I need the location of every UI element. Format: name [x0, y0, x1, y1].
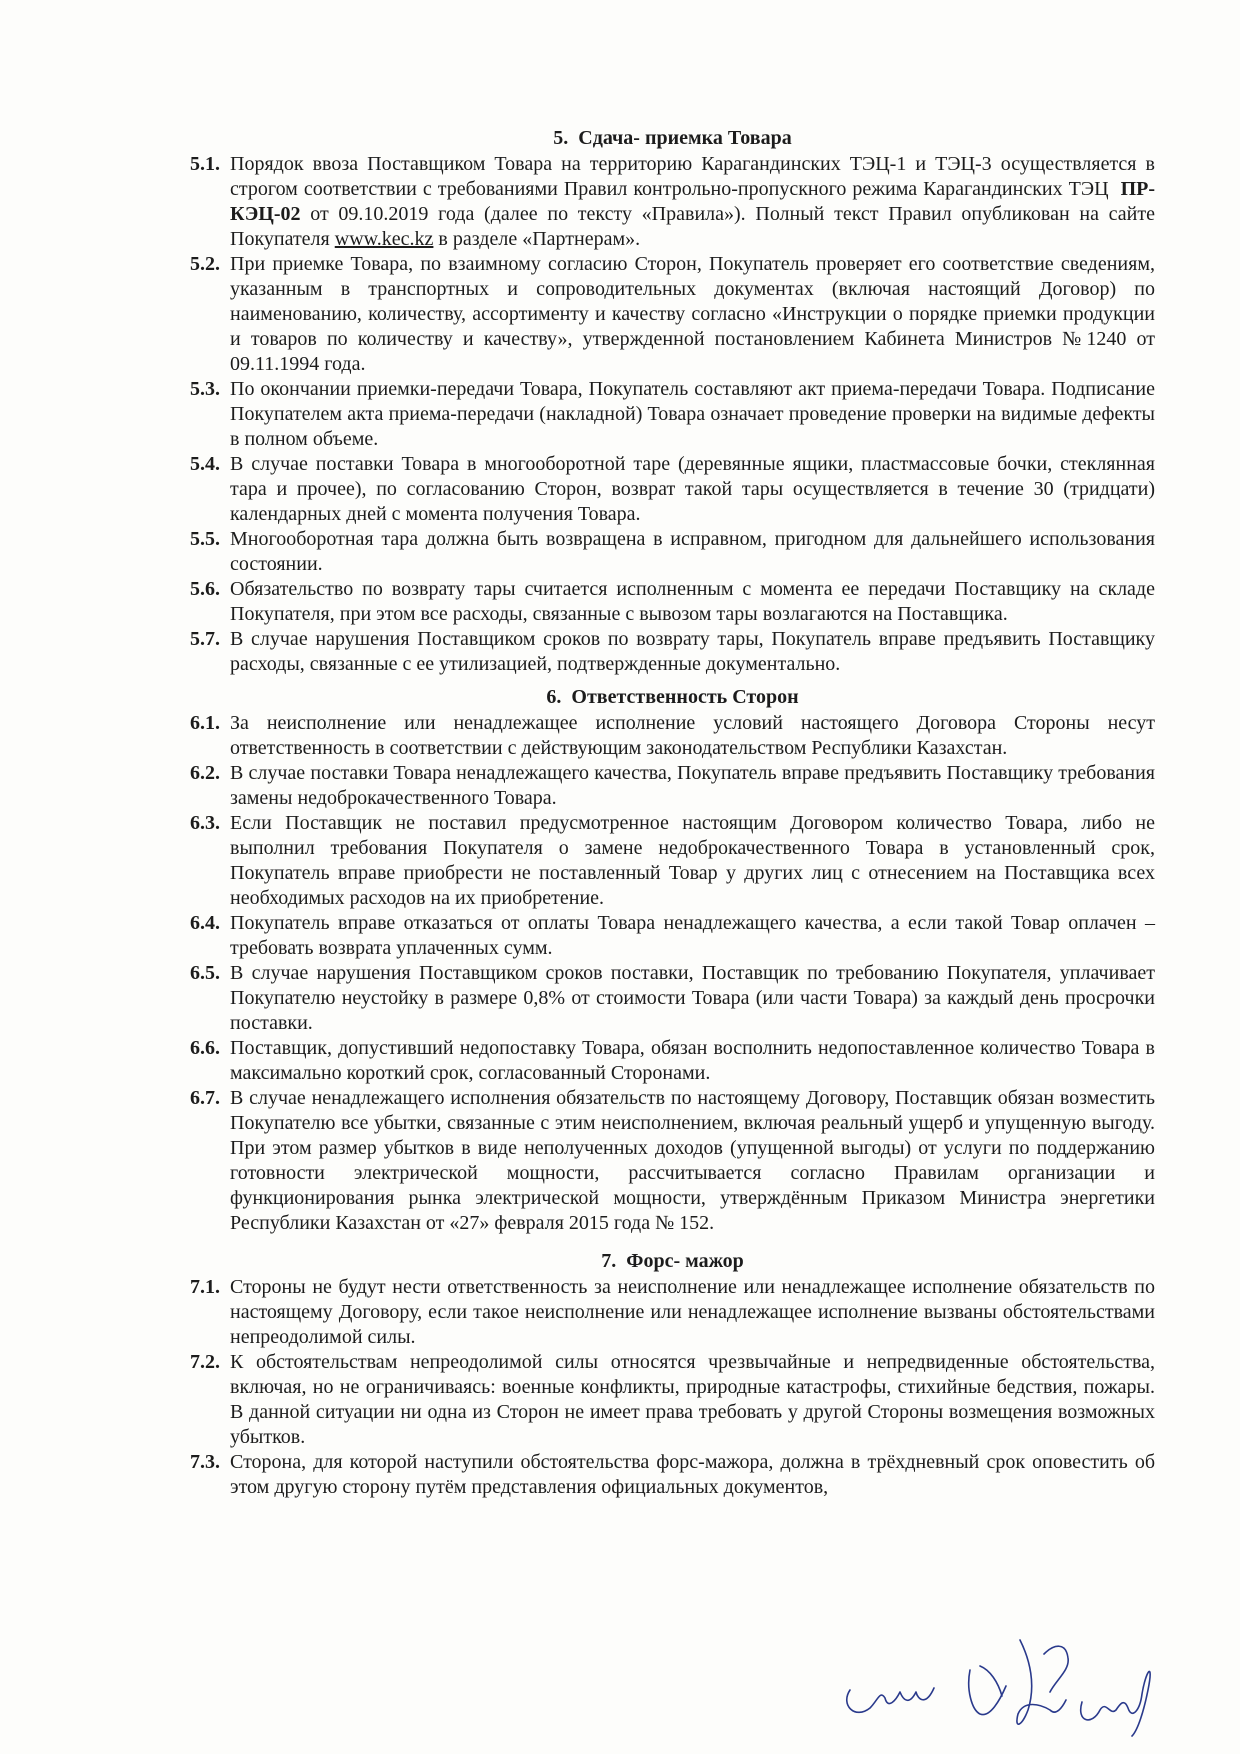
clause-number: 6.7. — [190, 1087, 220, 1109]
clause-number: 7.3. — [190, 1451, 220, 1473]
clause-number: 6.2. — [190, 762, 220, 784]
clause-5-2 — [190, 252, 1155, 377]
clause-text: Многооборотная тара должна быть возвращена в исправном, пригодном для дальнейшего использования состоянии. — [230, 528, 1155, 575]
website-link[interactable]: www.kec.kz — [334, 228, 434, 250]
clause-text: Стороны не будут нести ответственность за неисполнение или ненадлежащее исполнение обязательств по настоящему Договору, если такое неисполнение или ненадлежащее исполнение вызваны обстоятельствами непреодолимой силы. — [230, 1276, 1155, 1348]
clause-number: 5.4. — [190, 453, 220, 475]
section-7-title: 7. Форс- мажор — [601, 1250, 744, 1272]
clause-number: 5.6. — [190, 578, 220, 600]
clause-text: При приемке Товара, по взаимному согласию Сторон, Покупатель проверяет его соответствие сведениям, указанным в транспортных и сопроводительных документах (включая настоящий Договор) по наименованию, количеству, ассортименту и качеству согласно «Инструкции о порядке приемки продукции и товаров по количеству и качеству», утвержденной постановлением Кабинета Министров №1240 от 09.11.1994 года. — [230, 253, 1155, 375]
clause-text: К обстоятельствам непреодолимой силы относятся чрезвычайные и непредвиденные обстоятельства, включая, но не ограничиваясь: военные конфликты, природные катастрофы, стихийные бедствия, пожары. В данной ситуации ни одна из Сторон не имеет права требовать у другой Стороны возмещения возможных убытков. — [230, 1351, 1155, 1448]
clause-text: В случае поставки Товара ненадлежащего качества, Покупатель вправе предъявить Поставщику требования замены недоброкачественного Товара. — [230, 762, 1155, 809]
clause-6-1 — [190, 711, 1155, 761]
clause-number: 7.1. — [190, 1276, 220, 1298]
clause-text: В случае ненадлежащего исполнения обязательств по настоящему Договору, Поставщик обязан возместить Покупателю все убытки, связанные с этим неисполнением, включая реальный ущерб и упущенную выгоду. При этом размер убытков в виде неполученных доходов (упущенной выгоды) от услуги по поддержанию готовности электрической мощности, рассчитывается согласно Правилам организации и функционирования рынка электрической мощности, утверждённым Приказом Министра энергетики Республики Казахстан от «27» февраля 2015 года № 152. — [230, 1087, 1155, 1234]
signatures — [830, 1630, 1170, 1740]
clause-6-3 — [190, 811, 1155, 911]
section-5-title: 5. Сдача- приемка Товара — [553, 127, 792, 149]
clause-5-7 — [190, 627, 1155, 677]
clause-6-6 — [190, 1036, 1155, 1086]
clause-5-3 — [190, 377, 1155, 452]
clause-text: В случае нарушения Поставщиком сроков по возврату тары, Покупатель вправе предъявить Поставщику расходы, связанные с ее утилизацией, подтвержденные документально. — [230, 628, 1155, 675]
clause-5-6 — [190, 577, 1155, 627]
section-6-title: 6. Ответственность Сторон — [546, 686, 799, 708]
clause-6-5 — [190, 961, 1155, 1036]
clause-number: 5.3. — [190, 378, 220, 400]
clause-5-1 — [190, 152, 1155, 252]
clause-number: 6.3. — [190, 812, 220, 834]
clause-text: Покупатель вправе отказаться от оплаты Товара ненадлежащего качества, а если такой Товар оплачен – требовать возврата уплаченных сумм. — [230, 912, 1155, 959]
clause-text: Поставщик, допустивший недопоставку Товара, обязан восполнить недопоставленное количество Товара в максимально короткий срок, согласованный Сторонами. — [230, 1037, 1155, 1084]
clause-number: 7.2. — [190, 1351, 220, 1373]
clause-6-4 — [190, 911, 1155, 961]
signature-scribbles — [830, 1630, 1170, 1740]
clause-text: Порядок ввоза Поставщиком Товара на территорию Карагандинских ТЭЦ-1 и ТЭЦ-3 осуществляется в строгом соответствии с требованиями Правил контрольно-пропускного режима Карагандинских ТЭЦ ПР-КЭЦ-02 от 09.10.2019 года (далее по тексту «Правила»). Полный текст Правил опубликован на сайте Покупателя www.kec.kz в разделе «Партнерам». — [230, 153, 1156, 250]
clause-text: За неисполнение или ненадлежащее исполнение условий настоящего Договора Стороны несут ответственность в соответствии с действующим законодательством Республики Казахстан. — [230, 712, 1155, 759]
clause-7-2 — [190, 1350, 1155, 1450]
clause-5-5 — [190, 527, 1155, 577]
clause-7-1 — [190, 1275, 1155, 1350]
clause-number: 5.2. — [190, 253, 220, 275]
clause-7-3 — [190, 1450, 1155, 1500]
clause-text: В случае поставки Товара в многооборотной таре (деревянные ящики, пластмассовые бочки, стеклянная тара и прочее), по согласованию Сторон, возврат такой тары осуществляется в течение 30 (тридцати) календарных дней с момента получения Товара. — [230, 453, 1155, 525]
clause-number: 5.1. — [190, 153, 220, 175]
document-body — [190, 126, 1155, 1500]
clause-text: По окончании приемки-передачи Товара, Покупатель составляют акт приема-передачи Товара. Подписание Покупателем акта приема-передачи (накладной) Товара означает проведение проверки на видимые дефекты в полном объеме. — [230, 378, 1155, 450]
clause-text: Обязательство по возврату тары считается исполненным с момента ее передачи Поставщику на складе Покупателя, при этом все расходы, связанные с вывозом тары возлагаются на Поставщика. — [230, 578, 1155, 625]
clause-number: 6.5. — [190, 962, 220, 984]
rule-code: ПР-КЭЦ-02 — [230, 178, 1156, 225]
clause-number: 6.6. — [190, 1037, 220, 1059]
clause-text: Если Поставщик не поставил предусмотренное настоящим Договором количество Товара, либо не выполнил требования Покупателя о замене недоброкачественного Товара в установленный срок, Покупатель вправе приобрести не поставленный Товар у других лиц с отнесением на Поставщика всех необходимых расходов на их приобретение. — [230, 812, 1155, 909]
clause-5-4 — [190, 452, 1155, 527]
signature-2 — [969, 1640, 1068, 1724]
clause-number: 5.7. — [190, 628, 220, 650]
clause-6-2 — [190, 761, 1155, 811]
clause-number: 5.5. — [190, 528, 220, 550]
clause-text: В случае нарушения Поставщиком сроков поставки, Поставщик по требованию Покупателя, уплачивает Покупателю неустойку в размере 0,8% от стоимости Товара (или части Товара) за каждый день просрочки поставки. — [230, 962, 1155, 1034]
clause-number: 6.4. — [190, 912, 220, 934]
clause-text: Сторона, для которой наступили обстоятельства форс-мажора, должна в трёхдневный срок оповестить об этом другую сторону путём представления официальных документов, — [230, 1451, 1155, 1498]
clause-6-7 — [190, 1086, 1155, 1236]
signature-3 — [1081, 1671, 1150, 1736]
signature-1 — [847, 1688, 934, 1712]
clause-number: 6.1. — [190, 712, 220, 734]
